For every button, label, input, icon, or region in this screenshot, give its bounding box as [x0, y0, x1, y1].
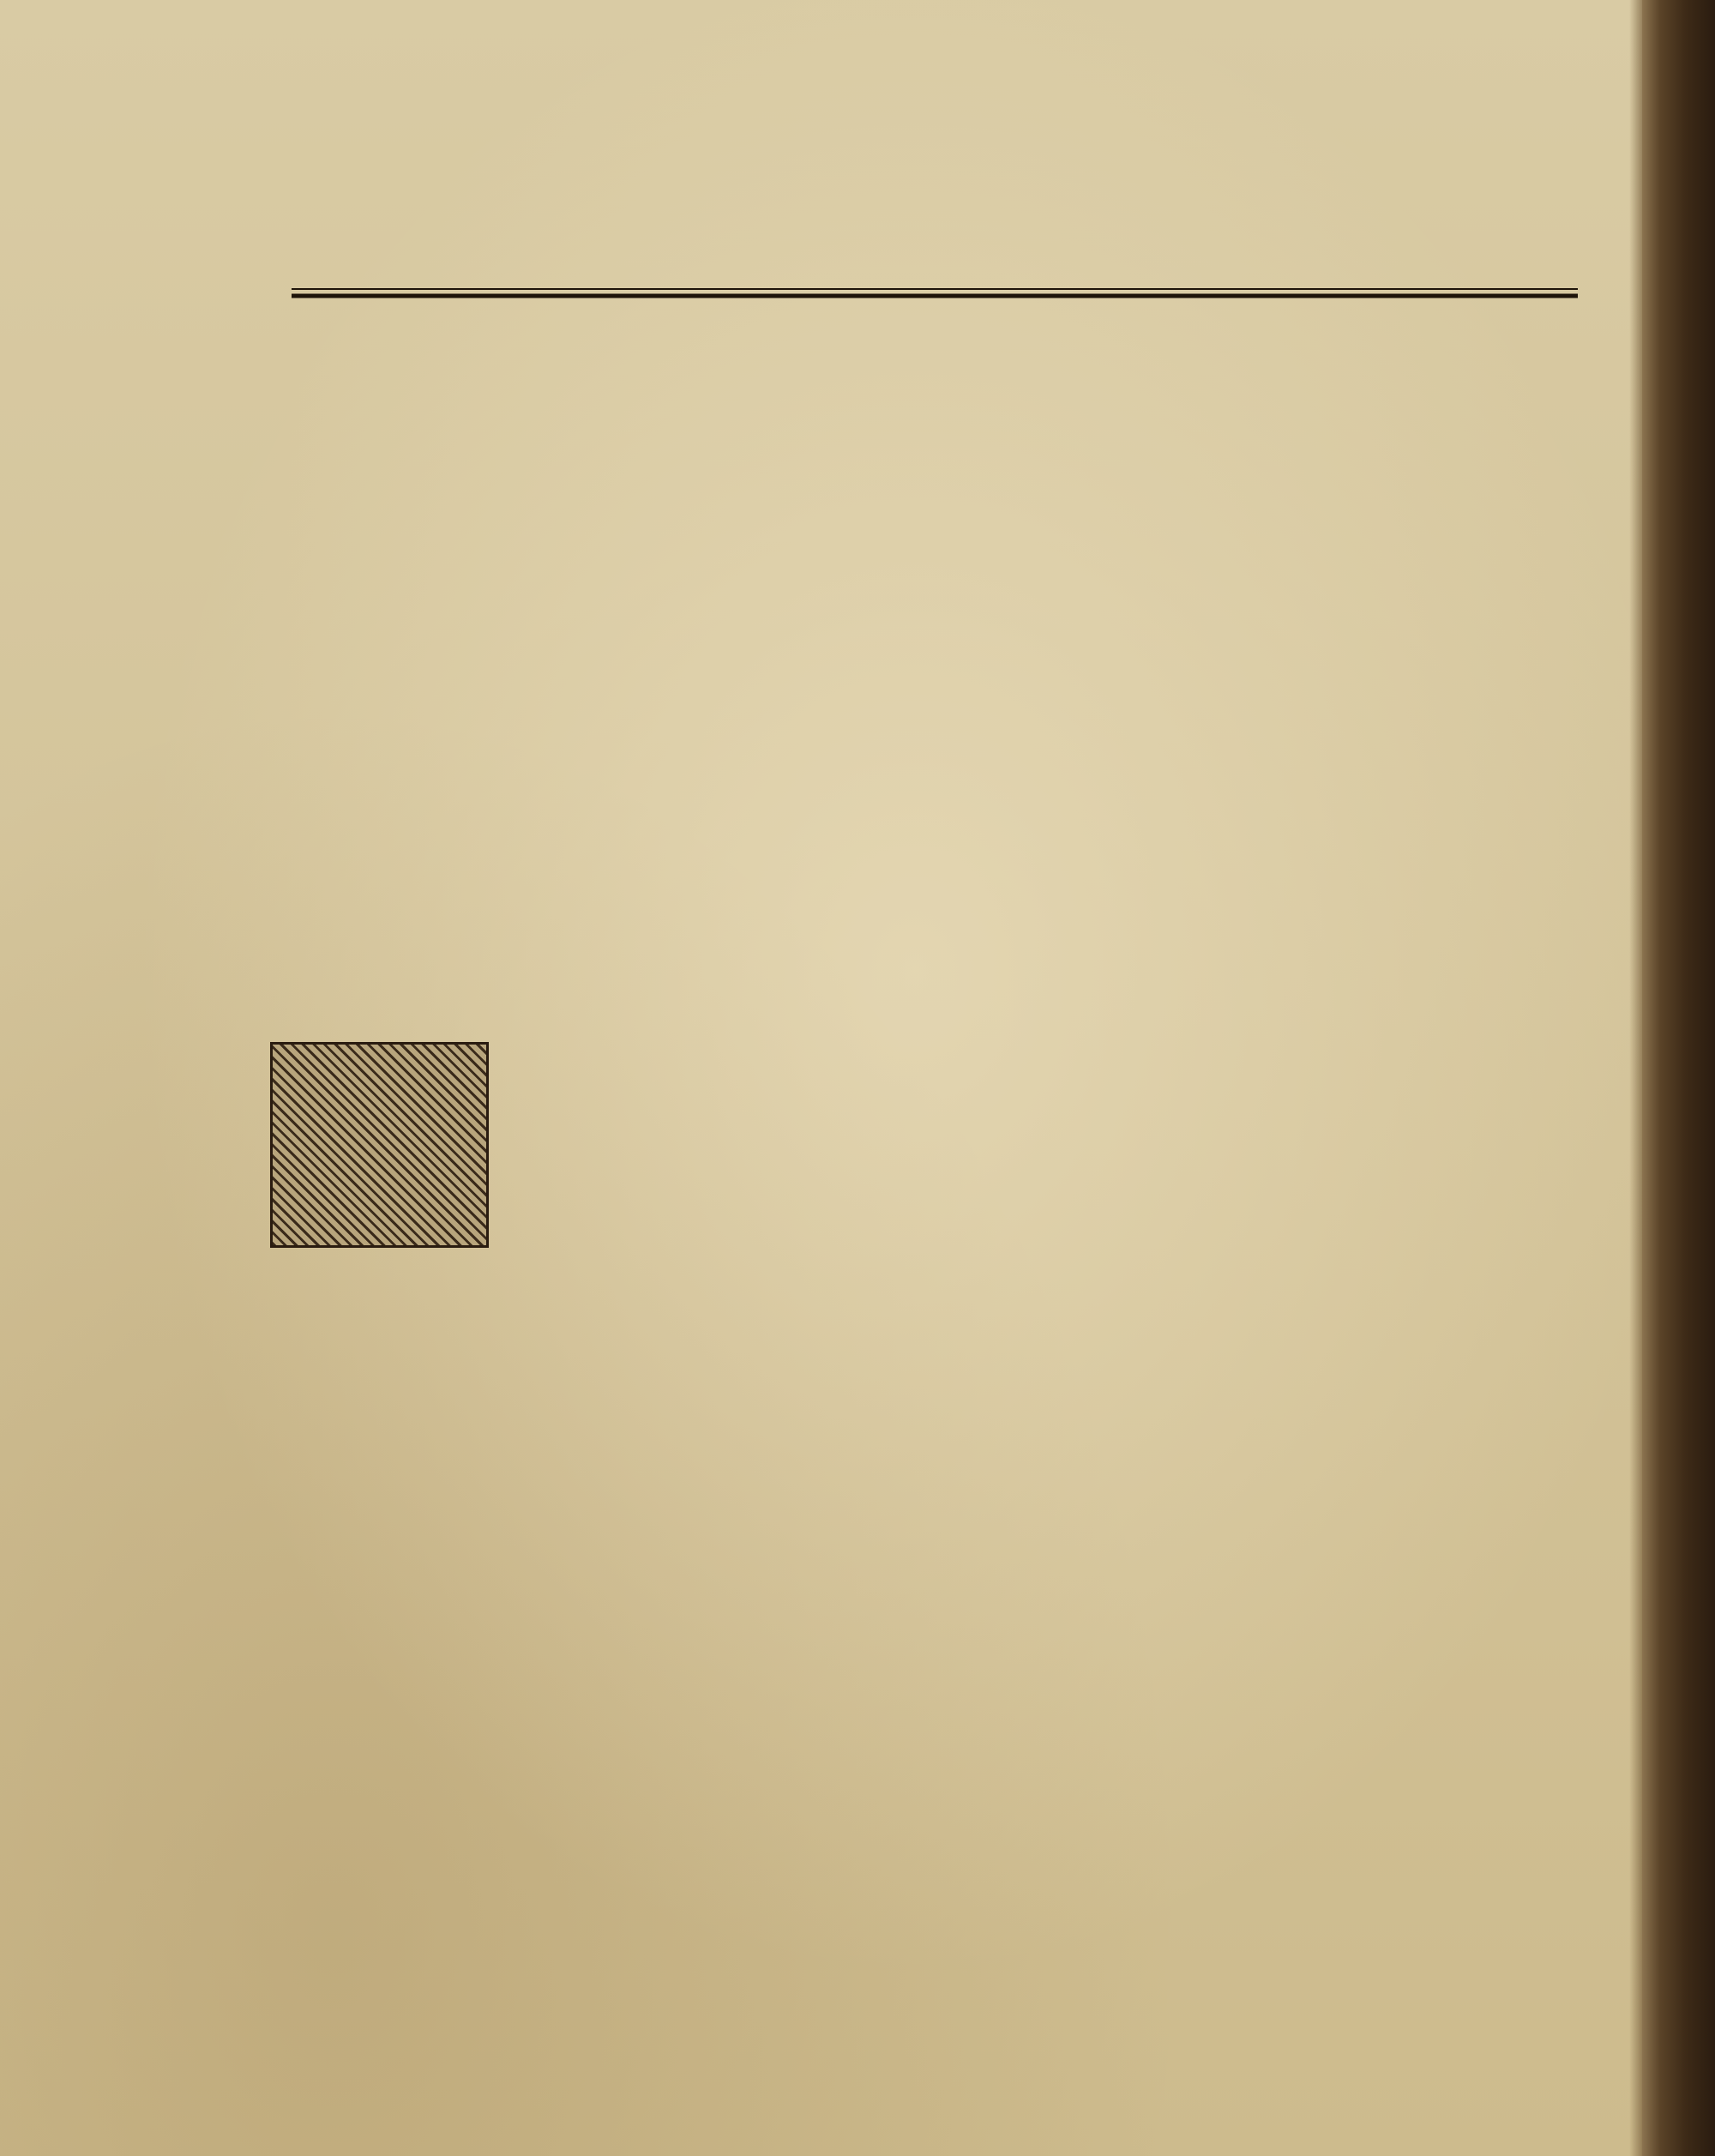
decorated-initial	[270, 1042, 489, 1248]
ornamental-header-band	[292, 129, 1578, 300]
initial-letter	[273, 1045, 486, 1245]
book-gutter	[1642, 0, 1715, 2156]
